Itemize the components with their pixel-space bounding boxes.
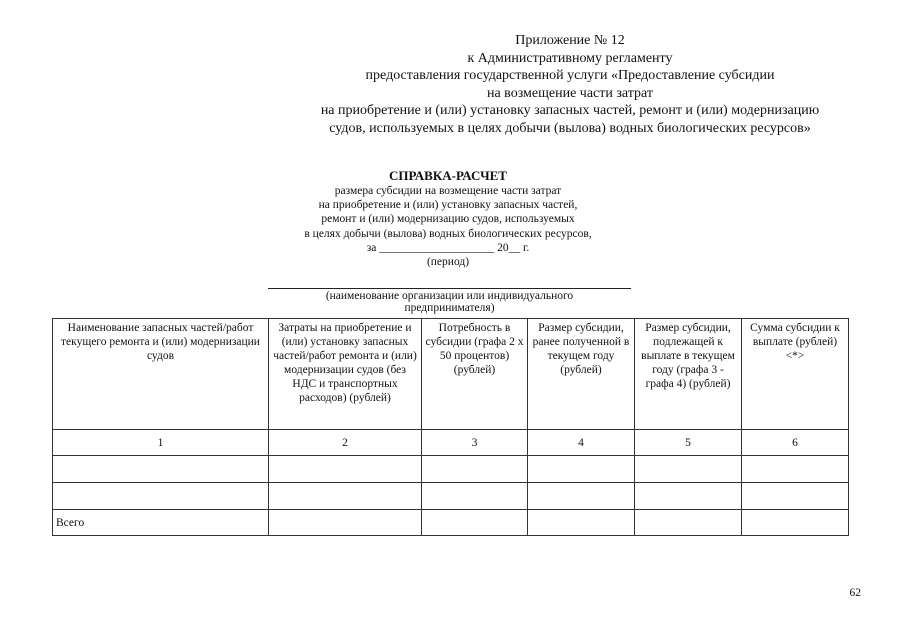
empty-cell — [269, 510, 422, 536]
empty-cell — [742, 456, 849, 483]
column-header: Наименование запасных частей/работ текущего ремонта и (или) модернизации судов — [53, 319, 269, 430]
organization-caption — [268, 290, 631, 314]
table-row — [53, 483, 849, 510]
appendix-header — [300, 32, 840, 137]
column-header: Размер субсидии, подлежащей к выплате в текущем году (графа 3 - графа 4) (рублей) — [635, 319, 742, 430]
total-row — [53, 510, 849, 536]
empty-cell — [422, 483, 528, 510]
empty-cell — [422, 510, 528, 536]
appendix-line: на приобретение и (или) установку запасных частей, ремонт и (или) модернизацию — [320, 103, 820, 118]
column-number-row — [53, 430, 849, 456]
empty-cell — [422, 456, 528, 483]
empty-cell — [53, 483, 269, 510]
column-header: Затраты на приобретение и (или) установку запасных частей/работ ремонта и (или) модернизации судов (без НДС и транспортных расходов) (рублей) — [269, 319, 422, 430]
form-subtitle-line: в целях добычи (вылова) водных биологических ресурсов, — [304, 227, 592, 240]
empty-cell — [269, 483, 422, 510]
total-label: Всего — [53, 510, 269, 536]
appendix-line: на возмещение части затрат — [486, 85, 654, 101]
form-subtitle-line: размера субсидии на возмещение части затрат — [334, 185, 562, 197]
form-subtitle-line: ремонт и (или) модернизацию судов, используемых — [321, 213, 575, 226]
form-title: СПРАВКА-РАСЧЕТ — [389, 168, 507, 183]
empty-cell — [528, 483, 635, 510]
empty-cell — [742, 510, 849, 536]
appendix-line: предоставления государственной услуги «Предоставление субсидии — [365, 68, 775, 83]
empty-cell — [528, 456, 635, 483]
column-number: 6 — [742, 430, 849, 456]
empty-cell — [635, 510, 742, 536]
table-row — [53, 456, 849, 483]
column-header: Размер субсидии, ранее полученной в текущем году (рублей) — [528, 319, 635, 430]
empty-cell — [269, 456, 422, 483]
organization-name-line — [268, 288, 631, 289]
column-number: 5 — [635, 430, 742, 456]
appendix-line: к Административному регламенту — [467, 50, 673, 66]
appendix-line: судов, используемых в целях добычи (вылова) водных биологических ресурсов» — [329, 120, 811, 136]
column-number: 4 — [528, 430, 635, 456]
empty-cell — [528, 510, 635, 536]
column-header: Сумма субсидии к выплате (рублей) <*> — [742, 319, 849, 430]
subsidy-calculation-table — [52, 318, 849, 536]
form-title-block — [258, 168, 638, 269]
column-header: Потребность в субсидии (графа 2 x 50 процентов) (рублей) — [422, 319, 528, 430]
column-number: 2 — [269, 430, 422, 456]
table-header-row — [53, 319, 849, 430]
period-caption: (период) — [426, 256, 470, 269]
organization-caption-line: предпринимателя) — [404, 302, 495, 314]
page-number: 62 — [849, 587, 861, 599]
organization-caption-line: (наименование организации или индивидуального — [325, 290, 574, 302]
empty-cell — [635, 456, 742, 483]
column-number: 1 — [53, 430, 269, 456]
form-subtitle-line: на приобретение и (или) установку запасных частей, — [318, 199, 578, 212]
empty-cell — [742, 483, 849, 510]
appendix-line: Приложение № 12 — [515, 33, 625, 48]
empty-cell — [53, 456, 269, 483]
column-number: 3 — [422, 430, 528, 456]
period-line: за ____________________ 20__ г. — [366, 241, 530, 254]
empty-cell — [635, 483, 742, 510]
